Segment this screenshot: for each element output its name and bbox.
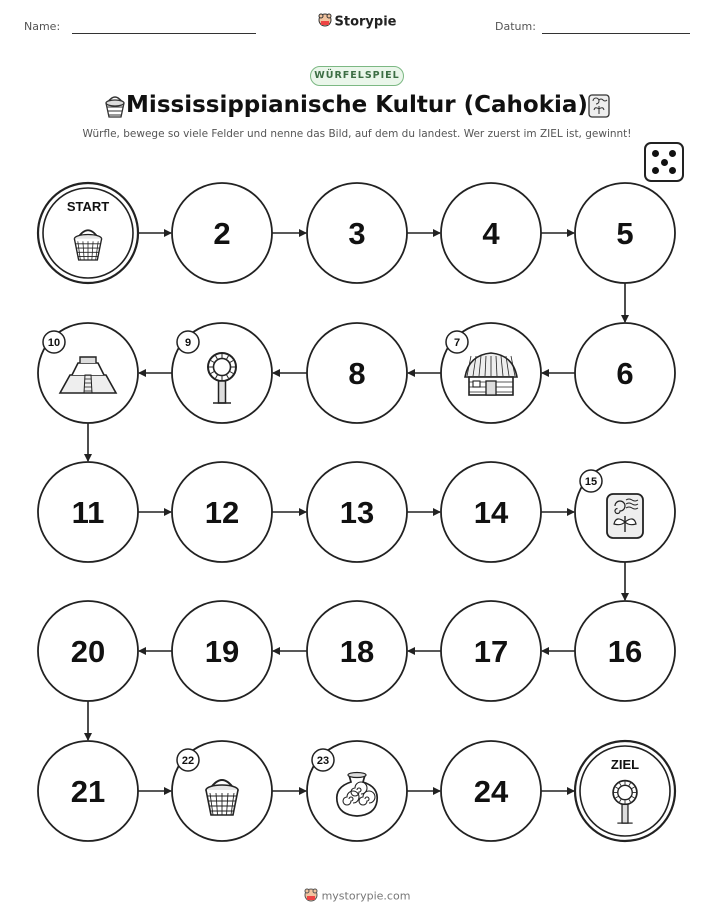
board-space-13: [307, 462, 407, 562]
board-space-22: [172, 741, 272, 841]
board-space-8: [307, 323, 407, 423]
engraved-tablet-icon: [607, 494, 643, 538]
board-space-6: [575, 323, 675, 423]
board-space-16: [575, 601, 675, 701]
board-space-11: [38, 462, 138, 562]
space-number-badge-label: 7: [453, 337, 461, 349]
finish-label: ZIEL: [610, 757, 640, 772]
space-number-badge-label: 10: [47, 337, 61, 349]
space-circle: [38, 183, 138, 283]
space-number-badge-label: 9: [184, 337, 192, 349]
date-label: Datum:: [495, 20, 536, 33]
board-space-15: [575, 462, 675, 562]
space-number-badge-label: 15: [584, 476, 598, 488]
board-space-start: [38, 183, 138, 283]
space-number: 21: [70, 774, 106, 809]
board-space-7: [441, 323, 541, 423]
board-space-5: [575, 183, 675, 283]
board-space-24: [441, 741, 541, 841]
space-number: 16: [607, 634, 643, 669]
board-space-4: [441, 183, 541, 283]
board-space-9: [172, 323, 272, 423]
space-number: 13: [339, 495, 375, 530]
space-number-badge-label: 22: [181, 755, 195, 767]
page-title: Mississippianische Kultur (Cahokia): [126, 92, 588, 118]
space-number: 18: [339, 634, 375, 669]
board-space-20: [38, 601, 138, 701]
brand-name: Storypie: [334, 14, 397, 30]
space-number: 4: [482, 216, 500, 251]
board-space-14: [441, 462, 541, 562]
space-number-badge-label: 23: [316, 755, 330, 767]
space-number: 8: [348, 356, 366, 391]
footer-url: mystorypie.com: [321, 889, 411, 903]
board-space-21: [38, 741, 138, 841]
space-number: 20: [70, 634, 106, 669]
storypie-logo-icon: [304, 888, 318, 905]
space-number: 19: [204, 634, 240, 669]
space-number: 3: [348, 216, 366, 251]
space-number: 2: [213, 216, 231, 251]
space-number: 12: [204, 495, 240, 530]
space-number: 6: [616, 356, 634, 391]
space-number: 5: [616, 216, 634, 251]
start-label: START: [66, 199, 110, 214]
board-space-finish: [575, 741, 675, 841]
space-number: 11: [71, 495, 105, 530]
board-space-2: [172, 183, 272, 283]
space-number: 24: [473, 774, 509, 809]
space-number: 14: [473, 495, 509, 530]
game-type-badge: WÜRFELSPIEL: [310, 66, 404, 86]
board-space-10: [38, 323, 138, 423]
board-space-3: [307, 183, 407, 283]
board-space-18: [307, 601, 407, 701]
instructions: Würfle, bewege so viele Felder und nenne das Bild, auf dem du landest. Wer zuerst im ZIEL ist, gewinnt!: [82, 128, 632, 140]
board-space-23: [307, 741, 407, 841]
space-number: 17: [473, 634, 509, 669]
name-label: Name:: [24, 20, 61, 33]
board-space-12: [172, 462, 272, 562]
board-space-17: [441, 601, 541, 701]
footer: [0, 888, 714, 905]
board-space-19: [172, 601, 272, 701]
